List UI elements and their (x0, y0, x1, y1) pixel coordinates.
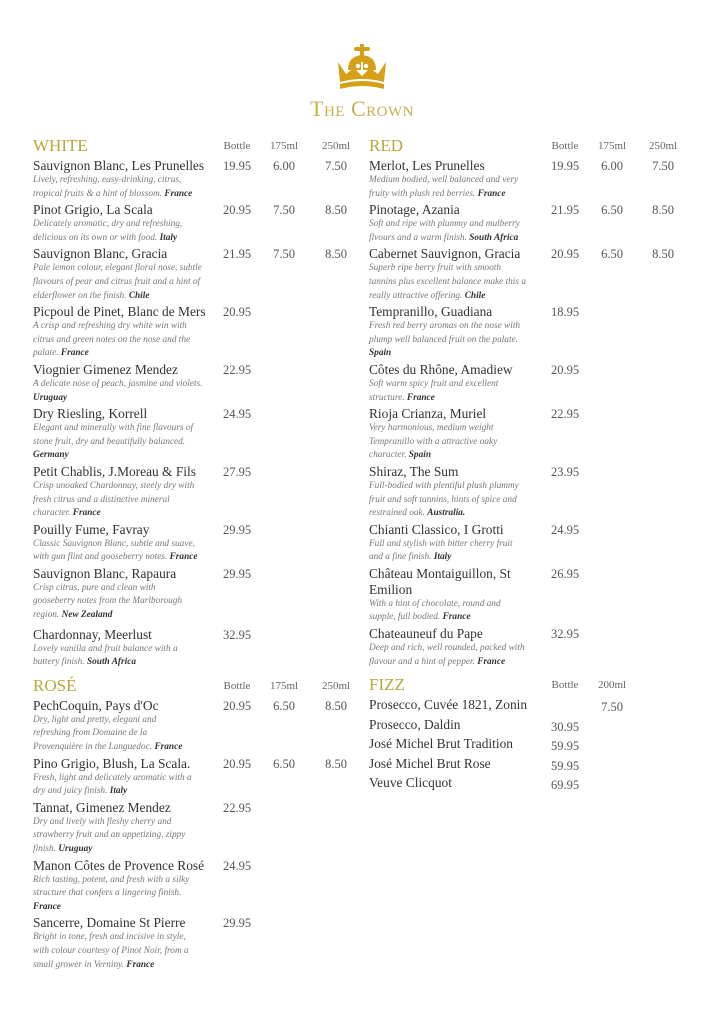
wine-price: 24.95 (222, 858, 252, 873)
wine-price: 20.95 (222, 698, 252, 713)
wine-price: 29.95 (222, 916, 252, 931)
wine-item (33, 202, 363, 246)
description-text: Deep and rich, well rounded, packed with flavour and a hint of pepper. (369, 643, 525, 667)
section-title: ROSÉ (33, 675, 77, 695)
wine-description (33, 538, 218, 565)
wine-country: Italy (109, 786, 128, 797)
wine-item (33, 362, 363, 406)
wine-name: Dry Riesling, Korrell (33, 406, 148, 422)
wine-name: José Michel Brut Rose (369, 755, 491, 771)
wine-price: 69.95 (550, 778, 580, 793)
wine-item (33, 627, 363, 671)
column-header: 175ml (269, 140, 299, 152)
wine-price: 8.50 (325, 698, 347, 713)
wine-country: Spain (369, 348, 392, 359)
wine-item (33, 158, 363, 202)
wine-country: France (477, 656, 506, 667)
wine-price: 32.95 (222, 627, 252, 642)
description-text: Soft warm spicy fruit and excellent structure. (369, 378, 499, 403)
wine-item (369, 464, 699, 522)
wine-price: 7.50 (325, 159, 347, 173)
column-header: 200ml (597, 679, 627, 692)
crown-icon (334, 44, 390, 92)
wine-description (369, 378, 554, 405)
wine-description (33, 874, 218, 915)
wine-description (33, 320, 218, 361)
wine-item (33, 246, 363, 304)
brand-name: The Crown (310, 96, 414, 121)
wine-country: Chile (464, 290, 486, 301)
wine-country: Australia. (427, 508, 466, 519)
wine-name: Sauvignon Blanc, Rapaura (33, 565, 177, 581)
wine-description (33, 582, 218, 623)
section-header (369, 675, 699, 697)
wine-item (33, 464, 363, 522)
column-header: 250ml (321, 140, 351, 152)
column-header: Bottle (551, 140, 579, 152)
wine-item (369, 697, 699, 717)
wine-country: France (164, 188, 193, 199)
wine-price: 6.50 (601, 203, 623, 218)
wine-description (369, 174, 554, 201)
wine-item (369, 717, 699, 737)
wine-country: South Africa (469, 232, 519, 243)
wine-name: José Michel Brut Tradition (369, 736, 513, 752)
description-text: Classic Sauvignon Blanc, subtle and suave, with gun flint and gooseberry notes. (33, 538, 195, 563)
wine-item (33, 522, 363, 566)
section-header (369, 136, 699, 158)
wine-item (33, 800, 363, 858)
description-text: Full-bodied with plentiful plush plummy fruit and soft tannins, hints of spice and restrained oak. (369, 480, 519, 519)
description-text: Fresh red berry aromas on the nose with plump well balanced fruit on the palate. (369, 321, 521, 345)
wine-price: 6.50 (601, 247, 623, 262)
wine-country: South Africa (86, 657, 136, 668)
wine-item (369, 304, 699, 362)
wine-country: France (169, 552, 198, 563)
wine-name: Prosecco, Cuvée 1821, Zonin (369, 697, 528, 713)
wine-price: 7.50 (273, 247, 295, 262)
description-text: Lovely vanilla and fruit balance with a buttery finish. (33, 643, 178, 668)
wine-description (33, 931, 218, 972)
wine-price: 22.95 (222, 362, 252, 377)
wine-name: Sauvignon Blanc, Gracia (33, 246, 168, 262)
wine-description (369, 218, 554, 245)
wine-description (369, 642, 554, 669)
wine-price: 20.95 (222, 203, 252, 218)
wine-country: France (72, 508, 101, 519)
wine-name: Rioja Crianza, Muriel (369, 406, 487, 422)
wine-section-white (33, 136, 363, 671)
wine-item (369, 246, 699, 304)
wine-country: France (126, 959, 155, 970)
description-text: Lively, refreshing, easy-drinking, citrus, tropical fruits & a hint of blossom. (33, 175, 182, 199)
wine-name: Petit Chablis, J.Moreau & Fils (33, 463, 196, 479)
wine-description (33, 218, 218, 245)
wine-item (33, 698, 363, 756)
description-text: Dry, light and pretty, elegant and refreshing from Domaine de la Provenquière in the Languedoc. (33, 714, 157, 753)
wine-price: 24.95 (550, 522, 580, 537)
wine-price: 20.95 (550, 362, 580, 377)
wine-description (369, 598, 554, 625)
wine-description (369, 320, 554, 361)
wine-item (369, 626, 699, 670)
section-header (33, 676, 363, 698)
description-text: A crisp and refreshing dry white win with citrus and green notes on the nose and the palate. (33, 321, 191, 359)
right-column (369, 136, 699, 795)
description-text: Elegant and minerally with fine flavours of stone fruit, dry and beautifully balanced. (33, 423, 194, 447)
wine-description (369, 480, 554, 521)
wine-description (369, 262, 554, 303)
wine-price: 8.50 (325, 756, 347, 771)
wine-description (33, 772, 218, 799)
wine-section-fizz (369, 675, 699, 795)
wine-name: Chateauneuf du Pape (369, 626, 483, 642)
wine-name: Chardonnay, Meerlust (33, 626, 152, 642)
description-text: Crisp citrus, pure and clean with gooseberry notes from the Marlborough region. (33, 582, 183, 621)
description-text: With a hint of chocolate, round and supple, full bodied. (369, 598, 501, 623)
section-title: WHITE (33, 136, 88, 155)
wine-price: 26.95 (550, 566, 580, 581)
wine-price: 6.00 (273, 159, 295, 173)
wine-name: Pouilly Fume, Favray (33, 521, 150, 537)
wine-item (369, 406, 699, 464)
wine-name: Sancerre, Domaine St Pierre (33, 915, 186, 931)
wine-price: 18.95 (550, 305, 580, 320)
wine-description (369, 538, 554, 565)
description-text: Very harmonious, medium weight Tempranillo with a attractive oaky character. (369, 423, 498, 461)
wine-name: Chianti Classico, I Grotti (369, 521, 504, 537)
wine-name: PechCoquin, Pays d'Oc (33, 697, 159, 713)
wine-name: Cabernet Sauvignon, Gracia (369, 246, 521, 262)
wine-country: Chile (128, 290, 150, 301)
wine-item (369, 202, 699, 246)
wine-price: 19.95 (550, 159, 580, 173)
description-text: Pale lemon colour, elegant floral nose, subtle flavours of pear and citrus fruit and a hint of elderflower on the finish. (33, 263, 202, 301)
wine-country: Italy (159, 232, 178, 243)
wine-price: 8.50 (325, 203, 347, 218)
wine-name: Manon Côtes de Provence Rosé (33, 857, 205, 873)
wine-section-ros (33, 676, 363, 973)
left-column (33, 136, 363, 973)
description-text: Superb ripe berry fruit with smooth tannins plus excellent balance make this a really attractive offering. (369, 263, 526, 301)
description-text: Full and stylish with bitter cherry fruit and a fine finish. (369, 538, 513, 563)
wine-price: 27.95 (222, 464, 252, 479)
wine-item (33, 915, 363, 973)
wine-price: 21.95 (550, 203, 580, 218)
wine-item (369, 566, 699, 626)
wine-name: Shiraz, The Sum (369, 463, 459, 479)
description-text: Soft and ripe with plummy and mulberry flvours and a warm finish. (369, 219, 520, 243)
wine-price: 6.50 (273, 756, 295, 771)
wine-item (33, 304, 363, 362)
wine-price: 8.50 (652, 247, 674, 262)
section-title: FIZZ (369, 675, 405, 695)
wine-name: Pino Grigio, Blush, La Scala. (33, 755, 191, 771)
wine-description (33, 816, 218, 857)
wine-item (33, 566, 363, 624)
column-header: Bottle (551, 679, 579, 692)
wine-price: 7.50 (601, 700, 623, 715)
wine-country: France (477, 188, 506, 199)
wine-name: Pinot Grigio, La Scala (33, 202, 153, 218)
wine-price: 6.00 (601, 159, 623, 173)
wine-name: Côtes du Rhône, Amadiew (369, 361, 513, 377)
wine-description (369, 422, 554, 463)
wine-description (33, 480, 218, 521)
description-text: Delicately aromatic, dry and refreshing, delicious on its own or with food. (33, 219, 183, 243)
column-header: 250ml (321, 679, 351, 692)
wine-price: 59.95 (550, 739, 580, 754)
wine-country: France (442, 612, 471, 623)
wine-item (33, 858, 363, 916)
wine-country: France (406, 392, 435, 403)
wine-name: Château Montaiguillon, St Emilion (369, 565, 511, 597)
column-header: Bottle (223, 679, 251, 692)
wine-price: 7.50 (273, 203, 295, 218)
wine-description (33, 422, 218, 463)
wine-price: 30.95 (550, 719, 580, 734)
wine-description (33, 643, 218, 670)
wine-price: 24.95 (222, 407, 252, 422)
column-header: 175ml (269, 679, 299, 692)
wine-item (369, 756, 699, 776)
wine-item (33, 406, 363, 464)
wine-item (33, 756, 363, 800)
wine-item (369, 362, 699, 406)
wine-price: 21.95 (222, 247, 252, 262)
wine-country: France (33, 901, 61, 912)
wine-price: 20.95 (222, 756, 252, 771)
wine-description (33, 714, 218, 755)
wine-price: 20.95 (222, 305, 252, 320)
wine-name: Pinotage, Azania (369, 202, 460, 218)
wine-price: 32.95 (550, 627, 580, 642)
description-text: Medium bodied, well balanced and very fruity with plush red berries. (369, 175, 519, 199)
wine-description (33, 174, 218, 201)
wine-name: Viognier Gimenez Mendez (33, 361, 178, 377)
wine-price: 23.95 (550, 464, 580, 479)
wine-name: Picpoul de Pinet, Blanc de Mers (33, 304, 206, 320)
wine-country: Italy (433, 552, 452, 563)
wine-price: 29.95 (222, 566, 252, 581)
wine-description (33, 262, 218, 303)
description-text: Crisp unoaked Chardonnay, steely dry with fresh citrus and a distinctive mineral character. (33, 480, 195, 519)
description-text: Bright in tone, fresh and incisive in style, with colour courtesy of Pinot Noir, from a small grower in Verniny. (33, 932, 189, 970)
wine-price: 22.95 (222, 800, 252, 815)
wine-price: 29.95 (222, 522, 252, 537)
wine-country: Uruguay (58, 844, 93, 854)
wine-price: 59.95 (550, 758, 580, 773)
wine-name: Merlot, Les Prunelles (369, 158, 485, 173)
description-text: A delicate nose of peach, jasmine and violets. (33, 378, 203, 389)
description-text: Fresh, light and delicately aromatic with a dry and juicy finish. (33, 772, 192, 797)
wine-description (33, 378, 218, 405)
wine-price: 8.50 (652, 203, 674, 218)
wine-name: Prosecco, Daldin (369, 716, 461, 732)
wine-name: Veuve Clicquot (369, 775, 452, 791)
wine-name: Tempranillo, Guadiana (369, 304, 493, 320)
wine-price: 19.95 (222, 159, 252, 173)
section-header (33, 136, 363, 158)
wine-price: 20.95 (550, 247, 580, 262)
wine-country: France (60, 348, 89, 359)
wine-country: Germany (33, 450, 69, 461)
wine-item (369, 775, 699, 795)
wine-price: 7.50 (652, 159, 674, 173)
description-text: Dry and lively with fleshy cherry and strawberry fruit and an appetizing, zippy finish. (33, 816, 186, 854)
wine-country: Spain (408, 450, 431, 461)
column-header: Bottle (223, 140, 251, 152)
column-header: 250ml (648, 140, 678, 152)
wine-item (369, 736, 699, 756)
logo (0, 44, 724, 122)
wine-country: France (154, 742, 183, 753)
wine-country: New Zealand (61, 610, 113, 621)
description-text: Rich tasting, potent, and fresh with a silky structure that confers a lingering finish. (33, 874, 190, 899)
wine-price: 8.50 (325, 247, 347, 262)
wine-price: 6.50 (273, 698, 295, 713)
wine-name: Tannat, Gimenez Mendez (33, 799, 171, 815)
wine-item (369, 522, 699, 566)
wine-item (369, 158, 699, 202)
column-header: 175ml (597, 140, 627, 152)
wine-country: Uruguay (33, 392, 68, 403)
section-title: RED (369, 136, 403, 155)
wine-name: Sauvignon Blanc, Les Prunelles (33, 158, 205, 173)
wine-section-red (369, 136, 699, 670)
wine-price: 22.95 (550, 407, 580, 422)
